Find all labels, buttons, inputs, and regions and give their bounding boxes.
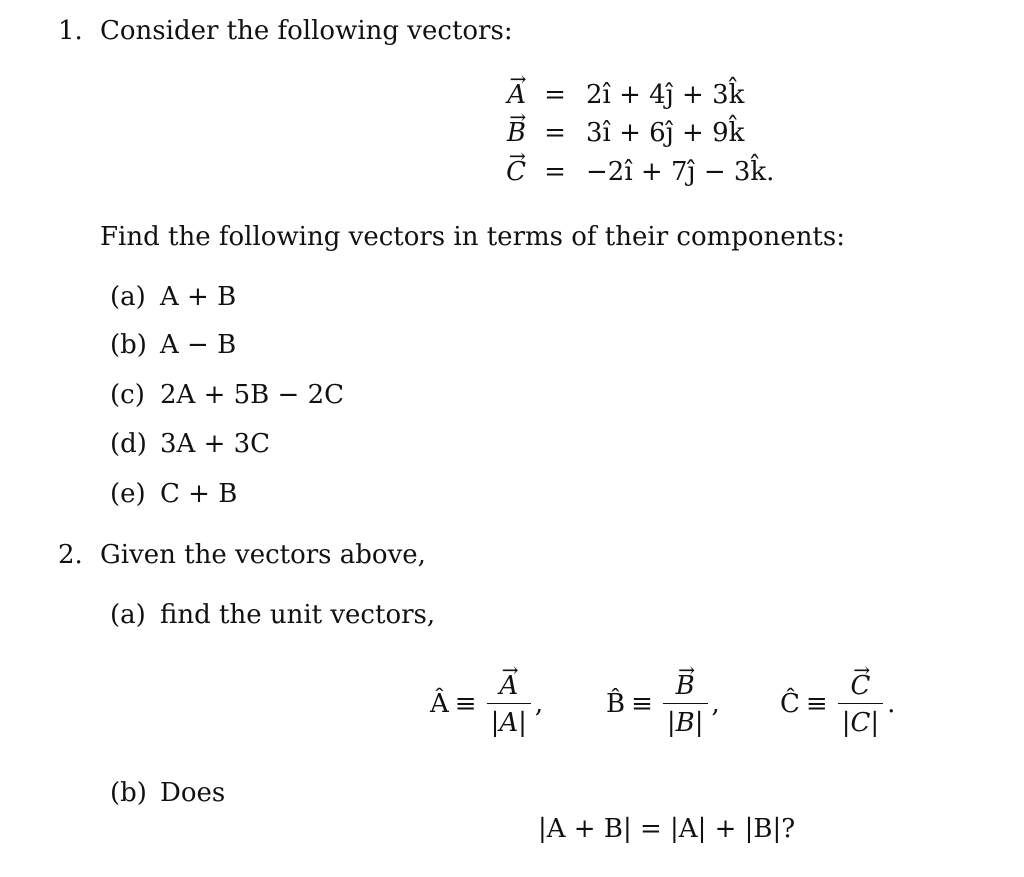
equation-b-rhs: 3î + 6ĵ + 9k̂ bbox=[586, 118, 745, 148]
unit-vector-a-trail: , bbox=[534, 689, 544, 719]
unit-vector-c-denominator: |C| bbox=[838, 703, 883, 738]
unit-vector-a-fraction bbox=[487, 671, 531, 738]
part-1a-label: (a) bbox=[110, 282, 146, 312]
unit-vector-b-fraction bbox=[663, 671, 708, 738]
unit-vector-c-trail: . bbox=[887, 689, 896, 719]
equation-a-rhs: 2î + 4ĵ + 3k̂ bbox=[586, 80, 745, 110]
equation-c-rhs: −2î + 7ĵ − 3k̂. bbox=[586, 157, 775, 187]
part-2a-label: (a) bbox=[110, 600, 146, 630]
equation-a-equals: = bbox=[544, 80, 566, 110]
part-2b-label: (b) bbox=[110, 778, 147, 808]
equation-c-equals: = bbox=[544, 157, 566, 187]
unit-vector-b-numerator: → B bbox=[676, 671, 695, 701]
part-1c-expr: 2A + 5B − 2C bbox=[160, 380, 345, 410]
problem-2-number: 2. bbox=[58, 540, 83, 570]
unit-vector-c-fraction bbox=[838, 671, 883, 738]
part-2b-question: |A + B| = |A| + |B|? bbox=[538, 814, 796, 844]
part-1d-label: (d) bbox=[110, 429, 147, 459]
problem-2-intro: Given the vectors above, bbox=[100, 540, 426, 570]
unit-vector-c-lhs: Ĉ bbox=[780, 689, 800, 719]
unit-vector-b-denominator: |B| bbox=[663, 703, 708, 738]
part-2a-text: find the unit vectors, bbox=[160, 600, 436, 630]
equation-a-lhs: → A bbox=[492, 80, 526, 110]
unit-vector-a-lhs: Â bbox=[430, 689, 449, 719]
part-2b-text: Does bbox=[160, 778, 226, 808]
unit-vector-c-numerator: → C bbox=[850, 671, 870, 701]
unit-vector-a-denominator: |A| bbox=[487, 703, 531, 738]
unit-vector-c-op: ≡ bbox=[805, 689, 828, 719]
part-1b-expr: A − B bbox=[160, 330, 237, 360]
unit-vector-a-op: ≡ bbox=[454, 689, 477, 719]
part-1e-expr: C + B bbox=[160, 479, 238, 509]
equation-b-equals: = bbox=[544, 118, 566, 148]
unit-vector-c bbox=[780, 664, 895, 744]
part-1d-expr: 3A + 3C bbox=[160, 429, 271, 459]
part-1b-label: (b) bbox=[110, 330, 147, 360]
part-1a-expr: A + B bbox=[160, 282, 237, 312]
unit-vector-a-numerator: → A bbox=[499, 671, 518, 701]
problem-1-instruction: Find the following vectors in terms of their components: bbox=[100, 222, 845, 252]
unit-vector-b-lhs: B̂ bbox=[606, 689, 626, 719]
unit-vector-b bbox=[606, 664, 720, 744]
equation-b-lhs: → B bbox=[492, 118, 526, 148]
problem-1-intro: Consider the following vectors: bbox=[100, 16, 513, 46]
part-1e-label: (e) bbox=[110, 479, 146, 509]
problem-1-number: 1. bbox=[58, 16, 83, 46]
equation-c-lhs: → C bbox=[492, 157, 526, 187]
part-1c-label: (c) bbox=[110, 380, 145, 410]
unit-vector-b-op: ≡ bbox=[631, 689, 653, 719]
unit-vector-b-trail: , bbox=[711, 689, 720, 719]
unit-vector-a bbox=[430, 664, 543, 744]
